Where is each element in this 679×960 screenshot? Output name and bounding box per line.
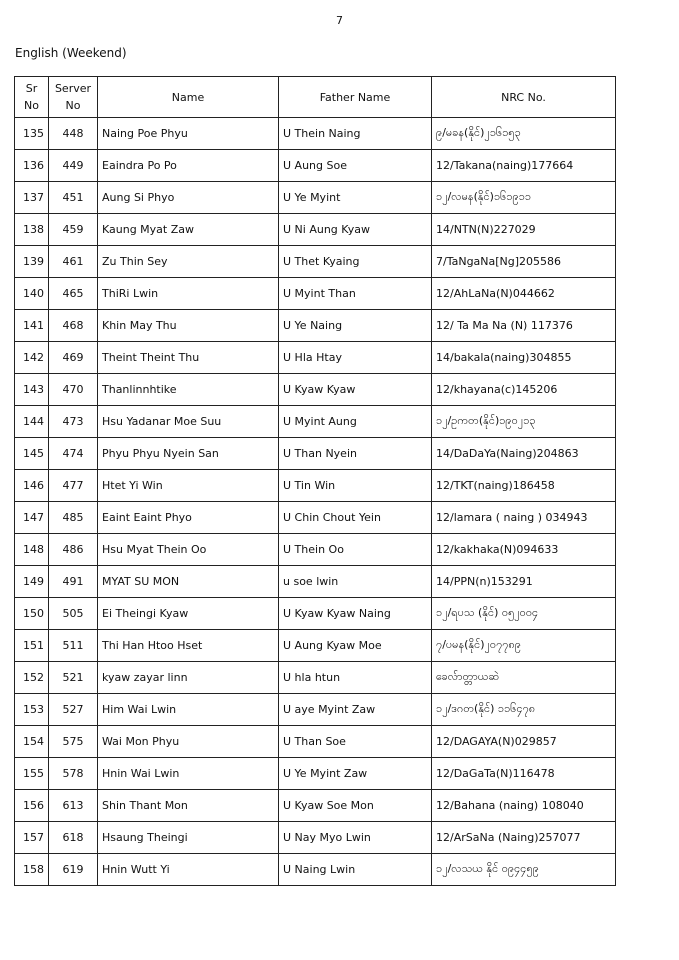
- table-row: [15, 406, 616, 438]
- cell-server-no: 473: [49, 406, 98, 438]
- table-row: [15, 438, 616, 470]
- cell-nrc-no: 12/TKT(naing)186458: [432, 470, 616, 502]
- cell-server-no: 468: [49, 310, 98, 342]
- cell-sr-no: 155: [15, 758, 49, 790]
- cell-father-name: u soe lwin: [279, 566, 432, 598]
- cell-name: Zu Thin Sey: [98, 246, 279, 278]
- cell-sr-no: 157: [15, 822, 49, 854]
- cell-server-no: 451: [49, 182, 98, 214]
- cell-server-no: 527: [49, 694, 98, 726]
- cell-nrc-no: 12/DAGAYA(N)029857: [432, 726, 616, 758]
- cell-name: Naing Poe Phyu: [98, 118, 279, 150]
- cell-father-name: U Ye Myint Zaw: [279, 758, 432, 790]
- table-body: [15, 118, 616, 886]
- cell-name: Wai Mon Phyu: [98, 726, 279, 758]
- cell-sr-no: 145: [15, 438, 49, 470]
- table-row: [15, 726, 616, 758]
- table-row: [15, 662, 616, 694]
- cell-sr-no: 142: [15, 342, 49, 374]
- cell-server-no: 578: [49, 758, 98, 790]
- cell-father-name: U Ni Aung Kyaw: [279, 214, 432, 246]
- cell-father-name: U Hla Htay: [279, 342, 432, 374]
- cell-father-name: U Kyaw Kyaw: [279, 374, 432, 406]
- cell-name: Khin May Thu: [98, 310, 279, 342]
- cell-sr-no: 152: [15, 662, 49, 694]
- table-row: [15, 246, 616, 278]
- cell-server-no: 511: [49, 630, 98, 662]
- cell-server-no: 491: [49, 566, 98, 598]
- cell-server-no: 521: [49, 662, 98, 694]
- table-row: [15, 598, 616, 630]
- cell-server-no: 461: [49, 246, 98, 278]
- cell-father-name: U aye Myint Zaw: [279, 694, 432, 726]
- table-row: [15, 630, 616, 662]
- cell-name: Eaint Eaint Phyo: [98, 502, 279, 534]
- cell-name: kyaw zayar linn: [98, 662, 279, 694]
- table-row: [15, 502, 616, 534]
- table-row: [15, 758, 616, 790]
- table-row: [15, 182, 616, 214]
- cell-nrc-no: 14/bakala(naing)304855: [432, 342, 616, 374]
- cell-server-no: 477: [49, 470, 98, 502]
- cell-sr-no: 141: [15, 310, 49, 342]
- cell-father-name: U Kyaw Soe Mon: [279, 790, 432, 822]
- cell-father-name: U Than Soe: [279, 726, 432, 758]
- cell-name: Ei Theingi Kyaw: [98, 598, 279, 630]
- cell-nrc-no: 14/DaDaYa(Naing)204863: [432, 438, 616, 470]
- cell-server-no: 469: [49, 342, 98, 374]
- table-row: [15, 214, 616, 246]
- table-row: [15, 534, 616, 566]
- cell-father-name: U Thet Kyaing: [279, 246, 432, 278]
- table-row: [15, 822, 616, 854]
- cell-father-name: U Aung Kyaw Moe: [279, 630, 432, 662]
- cell-server-no: 470: [49, 374, 98, 406]
- cell-nrc-no: 14/NTN(N)227029: [432, 214, 616, 246]
- cell-name: Hnin Wai Lwin: [98, 758, 279, 790]
- cell-server-no: 485: [49, 502, 98, 534]
- cell-nrc-no: 12/Takana(naing)177664: [432, 150, 616, 182]
- cell-nrc-no: ၁၂/လသယ နိုင် ၀၉၄၄၅၉: [432, 854, 616, 886]
- cell-sr-no: 137: [15, 182, 49, 214]
- page-number: 7: [336, 14, 343, 27]
- cell-sr-no: 149: [15, 566, 49, 598]
- cell-name: Htet Yi Win: [98, 470, 279, 502]
- cell-nrc-no: ၁၂/ဥကတ(နိုင်)၁၉၀၂၁၃: [432, 406, 616, 438]
- cell-nrc-no: 12/AhLaNa(N)044662: [432, 278, 616, 310]
- cell-nrc-no: ၁၂/ဒဂတ(နိုင်) ၁၁၆၄၇၈: [432, 694, 616, 726]
- cell-father-name: U Thein Naing: [279, 118, 432, 150]
- cell-father-name: U Thein Oo: [279, 534, 432, 566]
- cell-server-no: 474: [49, 438, 98, 470]
- cell-name: Him Wai Lwin: [98, 694, 279, 726]
- cell-server-no: 448: [49, 118, 98, 150]
- cell-nrc-no: 12/Bahana (naing) 108040: [432, 790, 616, 822]
- cell-father-name: U Ye Naing: [279, 310, 432, 342]
- cell-name: Thi Han Htoo Hset: [98, 630, 279, 662]
- header-father-name: Father Name: [279, 77, 432, 118]
- cell-name: Hsaung Theingi: [98, 822, 279, 854]
- cell-name: MYAT SU MON: [98, 566, 279, 598]
- cell-nrc-no: 12/khayana(c)145206: [432, 374, 616, 406]
- cell-server-no: 465: [49, 278, 98, 310]
- cell-sr-no: 139: [15, 246, 49, 278]
- cell-name: Hsu Myat Thein Oo: [98, 534, 279, 566]
- cell-name: Phyu Phyu Nyein San: [98, 438, 279, 470]
- cell-sr-no: 151: [15, 630, 49, 662]
- cell-father-name: U Myint Than: [279, 278, 432, 310]
- table-row: [15, 342, 616, 374]
- cell-server-no: 459: [49, 214, 98, 246]
- cell-server-no: 575: [49, 726, 98, 758]
- cell-sr-no: 153: [15, 694, 49, 726]
- cell-sr-no: 148: [15, 534, 49, 566]
- cell-nrc-no: 12/ArSaNa (Naing)257077: [432, 822, 616, 854]
- table-row: [15, 310, 616, 342]
- cell-sr-no: 136: [15, 150, 49, 182]
- student-table: [14, 76, 616, 886]
- cell-sr-no: 135: [15, 118, 49, 150]
- section-title: English (Weekend): [15, 46, 127, 60]
- table-row: [15, 566, 616, 598]
- table-row: [15, 470, 616, 502]
- cell-server-no: 618: [49, 822, 98, 854]
- table-row: [15, 150, 616, 182]
- cell-nrc-no: 14/PPN(n)153291: [432, 566, 616, 598]
- table-row: [15, 278, 616, 310]
- cell-father-name: U hla htun: [279, 662, 432, 694]
- cell-name: Kaung Myat Zaw: [98, 214, 279, 246]
- cell-sr-no: 144: [15, 406, 49, 438]
- cell-father-name: U Aung Soe: [279, 150, 432, 182]
- cell-server-no: 505: [49, 598, 98, 630]
- table-row: [15, 118, 616, 150]
- cell-sr-no: 143: [15, 374, 49, 406]
- header-name: Name: [98, 77, 279, 118]
- cell-nrc-no: ၁၂/လမန(နိုင်)၁၆၁၉၁၁: [432, 182, 616, 214]
- cell-name: Hsu Yadanar Moe Suu: [98, 406, 279, 438]
- cell-server-no: 486: [49, 534, 98, 566]
- table-row: [15, 694, 616, 726]
- table-header-row: [15, 77, 616, 118]
- cell-father-name: U Naing Lwin: [279, 854, 432, 886]
- cell-name: ThiRi Lwin: [98, 278, 279, 310]
- cell-nrc-no: 12/ Ta Ma Na (N) 117376: [432, 310, 616, 342]
- cell-sr-no: 158: [15, 854, 49, 886]
- cell-name: Hnin Wutt Yi: [98, 854, 279, 886]
- cell-nrc-no: 12/kakhaka(N)094633: [432, 534, 616, 566]
- header-sr-no: Sr No: [15, 77, 49, 118]
- cell-sr-no: 156: [15, 790, 49, 822]
- cell-father-name: U Nay Myo Lwin: [279, 822, 432, 854]
- cell-father-name: U Chin Chout Yein: [279, 502, 432, 534]
- cell-sr-no: 140: [15, 278, 49, 310]
- cell-nrc-no: ၁၂/ရပသ (နိုင်) ၀၅၂၀၀၄: [432, 598, 616, 630]
- cell-nrc-no: ၉/မခန(နိုင်)၂၁၆၁၅၃: [432, 118, 616, 150]
- cell-sr-no: 147: [15, 502, 49, 534]
- cell-sr-no: 150: [15, 598, 49, 630]
- cell-father-name: U Than Nyein: [279, 438, 432, 470]
- cell-server-no: 619: [49, 854, 98, 886]
- table-row: [15, 854, 616, 886]
- cell-nrc-no: 12/DaGaTa(N)116478: [432, 758, 616, 790]
- cell-name: Theint Theint Thu: [98, 342, 279, 374]
- cell-sr-no: 146: [15, 470, 49, 502]
- cell-name: Aung Si Phyo: [98, 182, 279, 214]
- header-server-no: Server No: [49, 77, 98, 118]
- cell-sr-no: 154: [15, 726, 49, 758]
- table-row: [15, 790, 616, 822]
- cell-father-name: U Ye Myint: [279, 182, 432, 214]
- cell-father-name: U Kyaw Kyaw Naing: [279, 598, 432, 630]
- cell-nrc-no: 7/TaNgaNa[Ng]205586: [432, 246, 616, 278]
- cell-name: Eaindra Po Po: [98, 150, 279, 182]
- header-nrc-no: NRC No.: [432, 77, 616, 118]
- table-row: [15, 374, 616, 406]
- cell-nrc-no: 12/lamara ( naing ) 034943: [432, 502, 616, 534]
- cell-name: Shin Thant Mon: [98, 790, 279, 822]
- cell-nrc-no: ခေလ်ာတ္တာယဆဲ: [432, 662, 616, 694]
- cell-server-no: 613: [49, 790, 98, 822]
- cell-father-name: U Myint Aung: [279, 406, 432, 438]
- cell-sr-no: 138: [15, 214, 49, 246]
- cell-nrc-no: ၇/ပမန(နိုင်)၂၀၇၇၈၉: [432, 630, 616, 662]
- cell-father-name: U Tin Win: [279, 470, 432, 502]
- cell-name: Thanlinnhtike: [98, 374, 279, 406]
- cell-server-no: 449: [49, 150, 98, 182]
